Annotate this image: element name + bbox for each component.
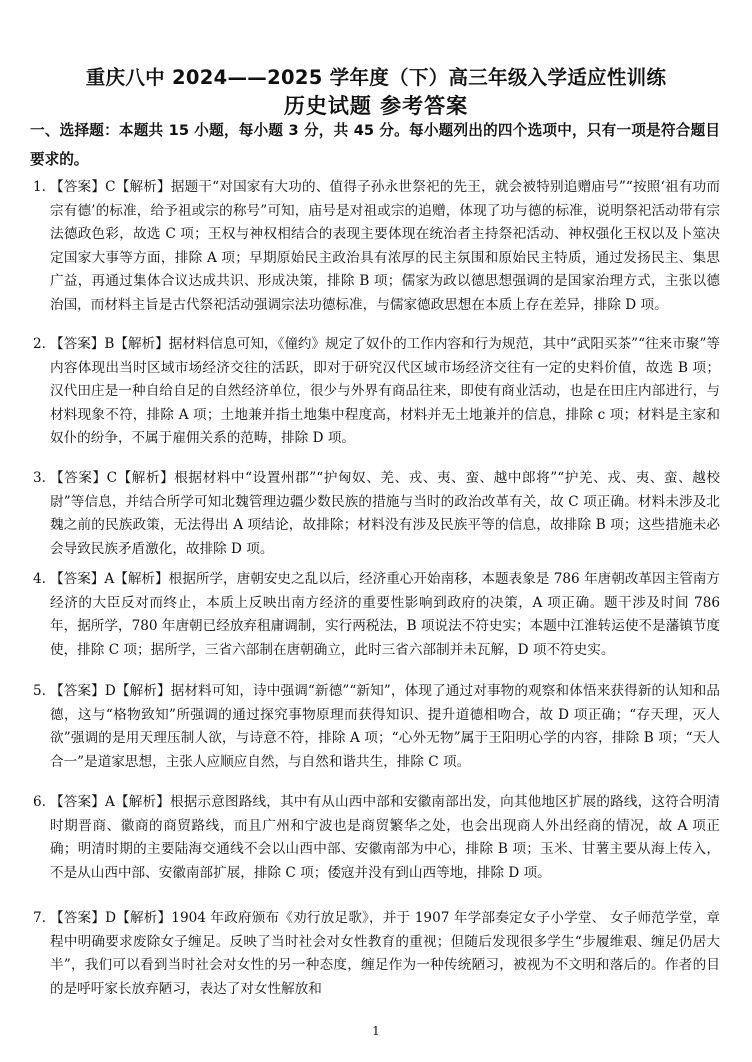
- question-answer-text: 【答案】D【解析】1904 年政府颁布《劝行放足歌》，并于 1907 年学部奏定女子小学堂、 女子师范学堂，章程中明确要求废除女子缠足。反映了当时社会对女性教育的重视；但随后发现很多学生“步履维艰、缠足仍居大半”，我们可以看到当时社会对女性的另一种态度，缠足作为一种传统陋习，被视为不文明和落后的。作者的目的是呼吁家长放弃陋习，表达了对女性解放和: [50, 910, 720, 997]
- question-number: 2.: [33, 336, 46, 352]
- question-answer-text: 【答案】C【解析】据题干“对国家有大功的、值得子孙永世祭祀的先王，就会被特别追赠庙号”“按照‘祖有功而宗有德’的标准，给予祖或宗的称号”可知，庙号是对祖或宗的追赠，体现了功与德的标准，说明祭祀活动带有宗法德政色彩，故选 C 项；王权与神权相结合的表现主要体现在统治者主持祭祀活动、神权强化王权以及卜筮决定国家大事等方面，排除 A 项；早期原始民主政治具有浓厚的民主氛围和原始民主特质，通过发扬民主、集思广益，再通过集体合议达成共识、形成决策，排除 B 项；儒家为政以德思想强调的是国家治理方式，主张以德治国，而材料主旨是古代祭祀活动强调宗法功德标准，与儒家德政思想在本质上存在差异，排除 D 项。: [50, 179, 720, 313]
- question-number: 6.: [33, 794, 46, 810]
- document-title: 重庆八中 2024——2025 学年度（下）高三年级入学适应性训练: [85, 66, 667, 89]
- question-number: 5.: [33, 683, 46, 699]
- question-answer-text: 【答案】A【解析】根据所学，唐朝安史之乱以后，经济重心开始南移，本题表象是 786 年唐朝改革因主管南方经济的大臣反对而终止，本质上反映出南方经济的重要性影响到政府的决策，A 项正确。题干涉及时间 786 年，据所学，780 年唐朝已经放弃租庸调制，实行两税法，B 项说法不符史实；本题中江淮转运使不是藩镇节度使，排除 C 项；据所学，三省六部制在唐朝确立，此时三省六部制并未瓦解，D 项不符史实。: [50, 571, 720, 658]
- document-subtitle: 历史试题 参考答案: [283, 94, 469, 118]
- question-answer-text: 【答案】B【解析】据材料信息可知，《僮约》规定了奴仆的工作内容和行为规范，其中“武阳买茶”“往来市聚”等内容体现出当时区域市场经济交往的活跃，即对于研究汉代区域市场经济交往有一定的史料价值，故选 B 项；汉代田庄是一种自给自足的自然经济单位，很少与外界有商品往来，即使有商业活动，也是在田庄内部进行，与材料现象不符，排除 A 项；土地兼并指土地集中程度高，材料并无土地兼并的信息，排除 c 项；材料是主家和奴仆的纷争，不属于雇佣关系的范畴，排除 D 项。: [50, 336, 720, 446]
- question-answer-text: 【答案】D【解析】据材料可知，诗中强调“新德”“新知”，体现了通过对事物的观察和体悟来获得新的认知和品德，这与“格物致知”所强调的通过探究事物原理而获得知识、提升道德相吻合，故 D 项正确；“存天理，灭人欲”强调的是用天理压制人欲，与诗意不符，排除 A 项；“心外无物”属于王阳明心学的内容，排除 B 项；“天人合一”是道家思想，主张人应顺应自然，与自然和谐共生，排除 C 项。: [50, 683, 720, 770]
- question-number: 4.: [33, 571, 46, 587]
- question-number: 3.: [33, 470, 46, 486]
- page-number: 1: [372, 1024, 380, 1038]
- section-heading: 一、选择题：本题共 15 小题，每小题 3 分，共 45 分。每小题列出的四个选项中，只有一项是符合题目要求的。: [30, 122, 720, 168]
- question-answer-text: 【答案】A【解析】根据示意图路线，其中有从山西中部和安徽南部出发，向其他地区扩展的路线，这符合明清时期晋商、徽商的商贸路线，而且广州和宁波也是商贸繁华之处，也会出现商人外出经商的情况，故 A 项正确；明清时期的主要陆海交通线不会以山西中部、安徽南部为中心，排除 B 项；玉米、甘薯主要从海上传入，不是从山西中部、安徽南部扩展，排除 C 项；倭寇并没有到山西等地，排除 D 项。: [50, 794, 720, 881]
- question-number: 7.: [33, 910, 46, 926]
- question-number: 1.: [33, 179, 46, 195]
- question-answer-text: 【答案】C【解析】根据材料中“设置州郡”“护匈奴、羌、戎、夷、蛮、越中郎将”“护羌、戎、夷、蛮、越校尉”等信息，并结合所学可知北魏管理边疆少数民族的措施与当时的政治改革有关，故 C 项正确。材料未涉及北魏之前的民族政策，无法得出 A 项结论，故排除；材料没有涉及民族平等的信息，故排除 B 项；这些措施未必会导致民族矛盾激化，故排除 D 项。: [50, 470, 720, 557]
